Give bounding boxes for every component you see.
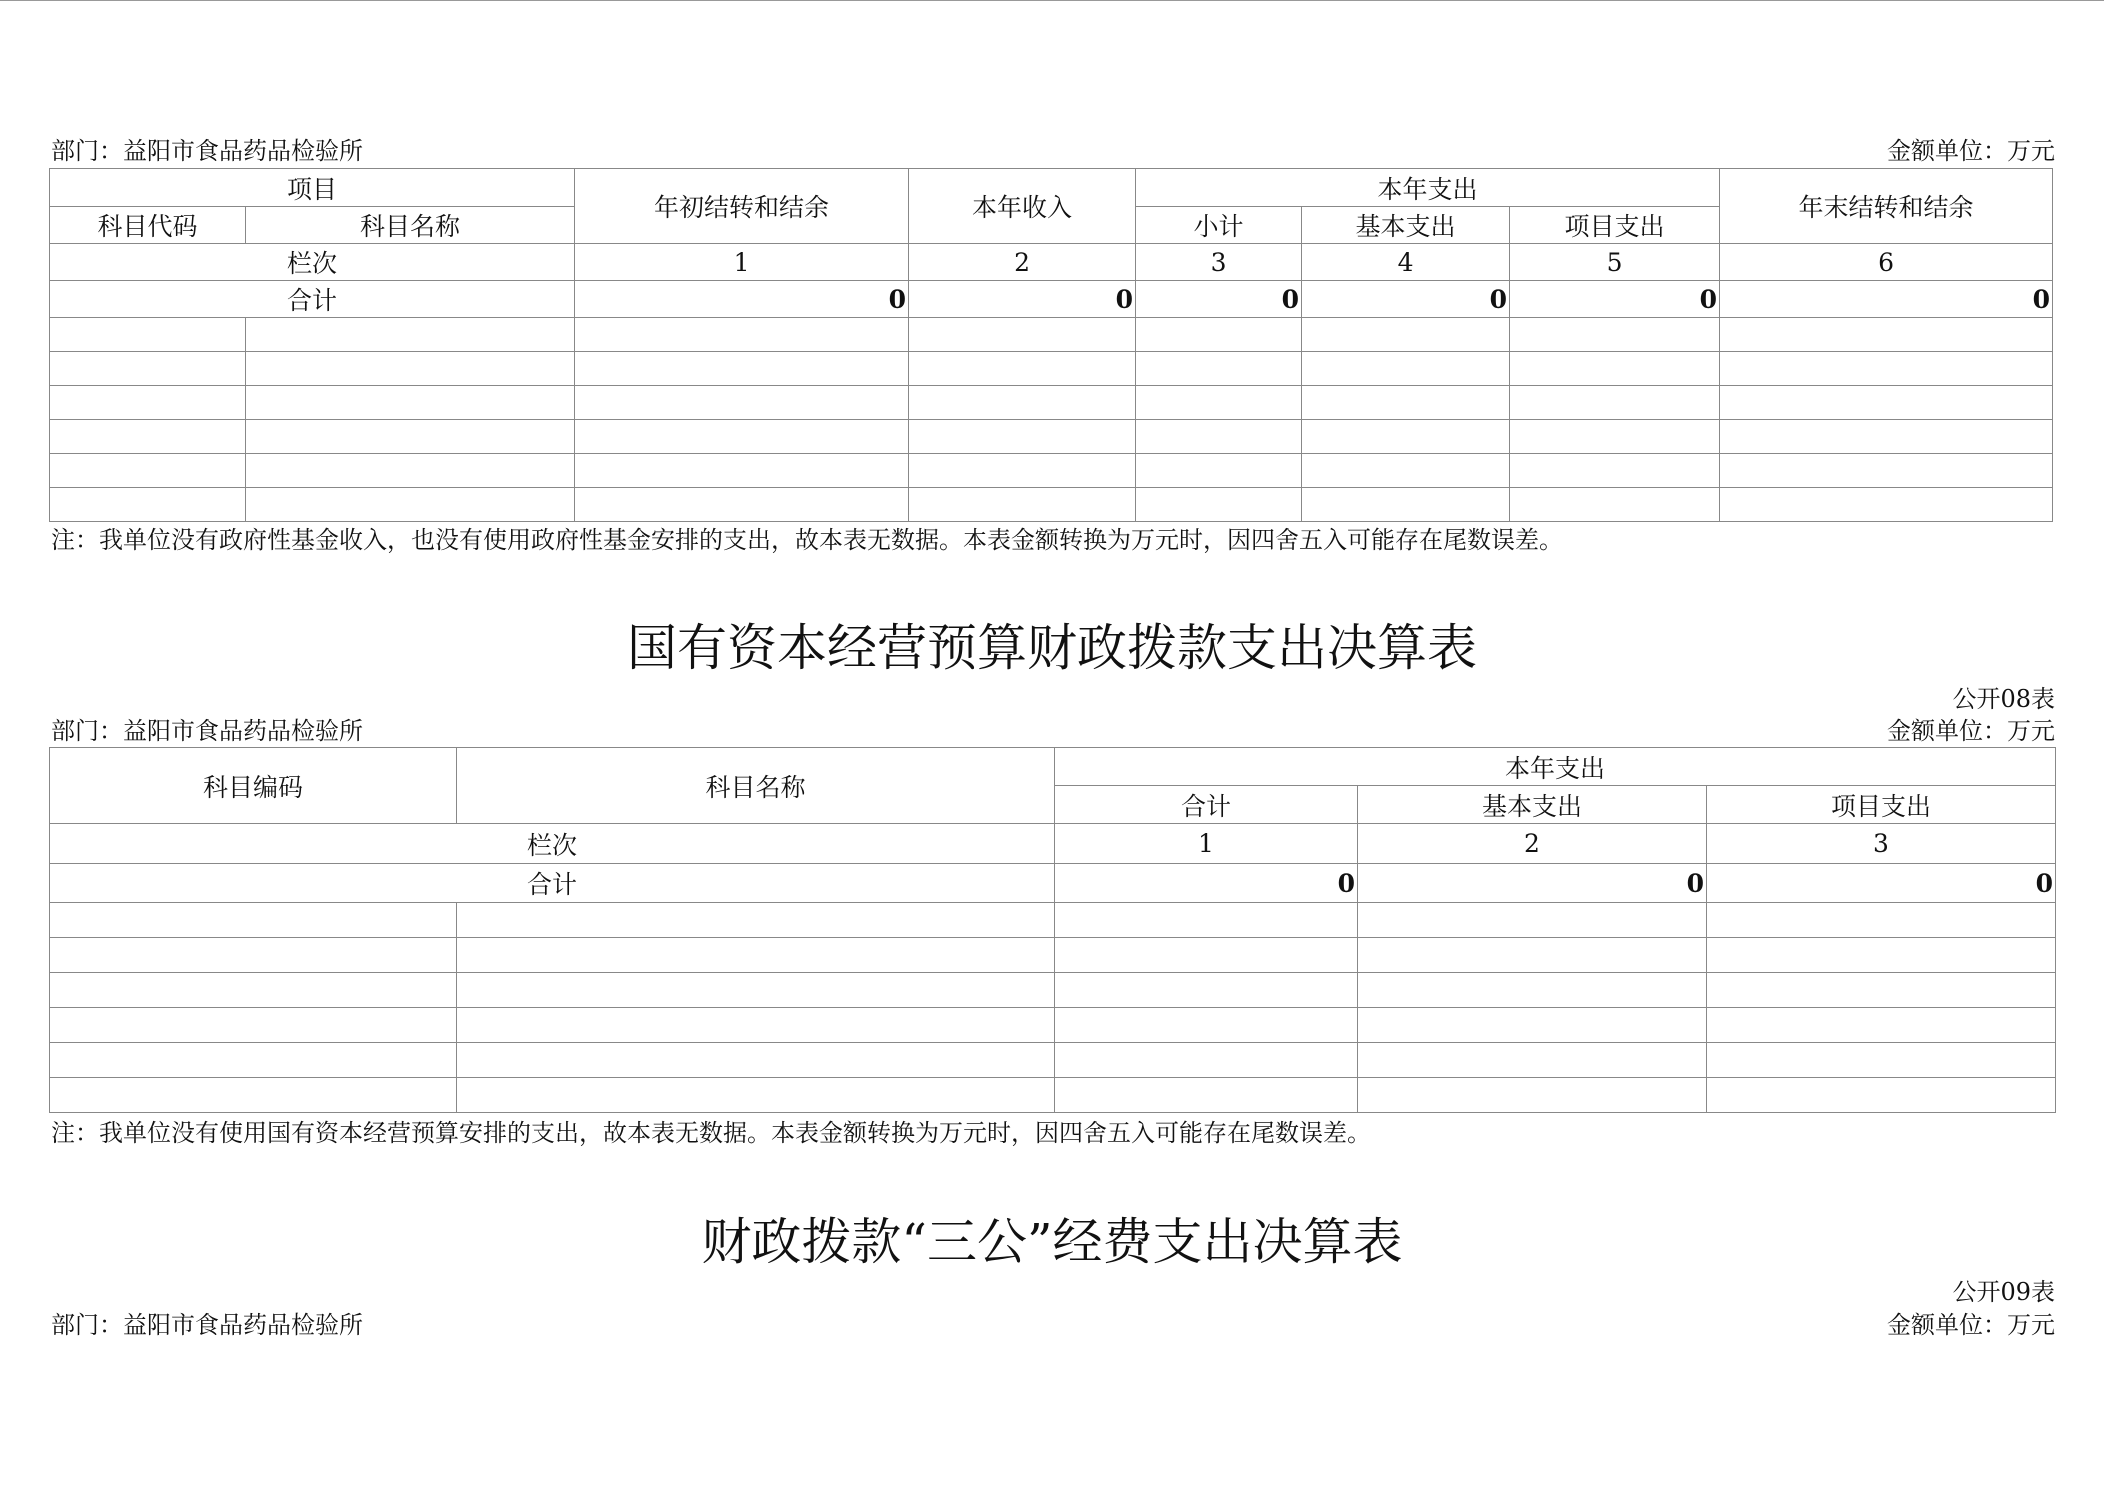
t07-header-project-exp: 项目支出 <box>1510 207 1720 244</box>
t07-department: 部门：益阳市食品药品检验所 <box>51 137 363 165</box>
t08-column-number: 2 <box>1358 824 1707 864</box>
t07-column-label: 栏次 <box>50 244 575 281</box>
t07-header-subject-name: 科目名称 <box>246 207 575 244</box>
t08-total-label: 合计 <box>50 864 1055 903</box>
t07-column-number: 2 <box>909 244 1136 281</box>
table-row <box>50 420 2053 454</box>
t07-total-value: 0 <box>575 281 909 318</box>
t09-department: 部门：益阳市食品药品检验所 <box>51 1311 363 1339</box>
t09-form-id: 公开09表 <box>1952 1278 2055 1306</box>
t07-total-value: 0 <box>909 281 1136 318</box>
t08-header-basic: 基本支出 <box>1358 786 1707 824</box>
t08-header-expense: 本年支出 <box>1055 748 2056 786</box>
t08-column-label: 栏次 <box>50 824 1055 864</box>
t07-header-subtotal: 小计 <box>1136 207 1302 244</box>
t07-table <box>49 168 2053 522</box>
t08-table <box>49 747 2056 1113</box>
t07-total-value: 0 <box>1302 281 1510 318</box>
t08-title: 国有资本经营预算财政拨款支出决算表 <box>627 619 1477 677</box>
t07-header-basic: 基本支出 <box>1302 207 1510 244</box>
t08-note: 注：我单位没有使用国有资本经营预算安排的支出，故本表无数据。本表金额转换为万元时，因四舍五入可能存在尾数误差。 <box>51 1119 1371 1147</box>
t07-total-value: 0 <box>1720 281 2053 318</box>
t08-column-number: 1 <box>1055 824 1358 864</box>
t07-header-subject-code: 科目代码 <box>50 207 246 244</box>
t07-total-value: 0 <box>1510 281 1720 318</box>
t09-unit: 金额单位：万元 <box>1887 1311 2055 1339</box>
table-row <box>50 938 2056 973</box>
table-row <box>50 318 2053 352</box>
table-row <box>50 1008 2056 1043</box>
t07-note: 注：我单位没有政府性基金收入，也没有使用政府性基金安排的支出，故本表无数据。本表金额转换为万元时，因四舍五入可能存在尾数误差。 <box>51 526 1563 554</box>
t08-column-number: 3 <box>1707 824 2056 864</box>
table-row <box>50 352 2053 386</box>
t07-column-number: 4 <box>1302 244 1510 281</box>
t08-department: 部门：益阳市食品药品检验所 <box>51 717 363 745</box>
t08-total-value: 0 <box>1707 864 2056 903</box>
table-row <box>50 386 2053 420</box>
table-row <box>50 454 2053 488</box>
t08-header-subject-name: 科目名称 <box>457 748 1055 824</box>
t09-title: 财政拨款“三公”经费支出决算表 <box>701 1213 1403 1271</box>
t08-header-project-exp: 项目支出 <box>1707 786 2056 824</box>
t07-column-number: 6 <box>1720 244 2053 281</box>
t08-total-value: 0 <box>1055 864 1358 903</box>
t08-header-total: 合计 <box>1055 786 1358 824</box>
table-row <box>50 973 2056 1008</box>
t07-header-expense: 本年支出 <box>1136 169 1720 207</box>
t08-unit: 金额单位：万元 <box>1887 717 2055 745</box>
t07-unit: 金额单位：万元 <box>1887 137 2055 165</box>
table-row <box>50 903 2056 938</box>
page-top-border <box>0 0 2104 1</box>
t07-column-number: 5 <box>1510 244 1720 281</box>
table-row <box>50 488 2053 522</box>
t07-header-project: 项目 <box>50 169 575 207</box>
t07-column-number: 3 <box>1136 244 1302 281</box>
t07-header-income: 本年收入 <box>909 169 1136 244</box>
t07-header-opening: 年初结转和结余 <box>575 169 909 244</box>
table-row <box>50 1043 2056 1078</box>
t07-total-label: 合计 <box>50 281 575 318</box>
t08-form-id: 公开08表 <box>1952 685 2055 713</box>
t08-header-subject-code: 科目编码 <box>50 748 457 824</box>
t07-column-number: 1 <box>575 244 909 281</box>
t07-header-closing: 年末结转和结余 <box>1720 169 2053 244</box>
t08-total-value: 0 <box>1358 864 1707 903</box>
t07-total-value: 0 <box>1136 281 1302 318</box>
table-row <box>50 1078 2056 1113</box>
